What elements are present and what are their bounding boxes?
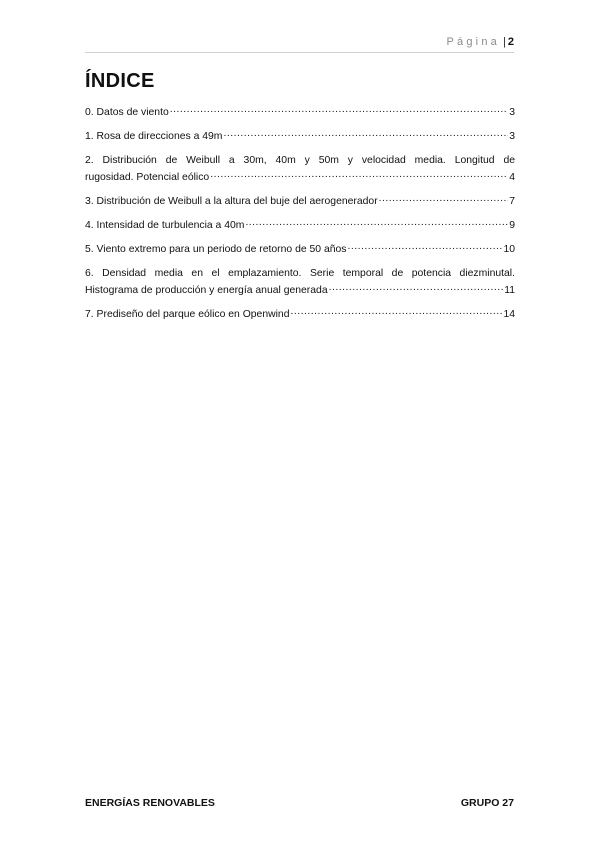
toc-entry-label: Histograma de producción y energía anual generada (85, 285, 328, 296)
toc-entry[interactable] (85, 128, 515, 145)
toc-entry[interactable] (85, 152, 515, 186)
toc-entry-label-line1: 2. Distribución de Weibull a 30m, 40m y 50m y velocidad media. Longitud de (85, 155, 515, 166)
toc-leader-dots (348, 242, 503, 252)
toc-entry-label: rugosidad. Potencial eólico (85, 172, 210, 183)
toc-entry[interactable] (85, 265, 515, 299)
page-header (85, 34, 514, 53)
toc-entry-label: 3. Distribución de Weibull a la altura del buje del aerogenerador (85, 196, 378, 207)
toc-leader-dots (170, 105, 508, 115)
toc-entry[interactable] (85, 217, 515, 234)
toc-entry[interactable] (85, 193, 515, 210)
toc-leader-dots (223, 129, 508, 139)
page-title: ÍNDICE (85, 70, 155, 92)
footer-group: GRUPO 27 (460, 797, 514, 809)
page-number: 2 (507, 36, 514, 48)
toc-entry-label: 4. Intensidad de turbulencia a 40m (85, 220, 245, 231)
toc-entry-label: 1. Rosa de direcciones a 49m (85, 131, 223, 142)
toc-leader-dots (291, 307, 503, 317)
toc-entry-label: 7. Prediseño del parque eólico en Openwind (85, 309, 290, 320)
page-label: Página (446, 36, 500, 48)
toc-entry-page: 10 (503, 244, 515, 255)
toc-leader-dots (329, 283, 504, 293)
toc-entry-page: 14 (503, 309, 515, 320)
toc-entry-page: 3 (509, 107, 515, 118)
toc-leader-dots (210, 170, 508, 180)
toc-entry-page: 4 (509, 172, 515, 183)
page-footer (85, 797, 514, 809)
toc-entry[interactable] (85, 104, 515, 121)
toc-entry-page: 3 (509, 131, 515, 142)
toc-entry[interactable] (85, 241, 515, 258)
page-separator: | (503, 36, 506, 48)
footer-course: ENERGÍAS RENOVABLES (85, 797, 215, 809)
toc-entry-label-line1: 6. Densidad media en el emplazamiento. Serie temporal de potencia diezminutal. (85, 268, 515, 279)
toc-leader-dots (245, 218, 508, 228)
toc-entry-page: 7 (509, 196, 515, 207)
toc-entry-label: 5. Viento extremo para un periodo de retorno de 50 años (85, 244, 347, 255)
toc-entry[interactable] (85, 306, 515, 323)
toc-entry-page: 11 (504, 285, 515, 296)
toc-entry-label: 0. Datos de viento (85, 107, 169, 118)
toc-entry-page: 9 (509, 220, 515, 231)
table-of-contents (85, 104, 515, 330)
toc-leader-dots (379, 194, 509, 204)
